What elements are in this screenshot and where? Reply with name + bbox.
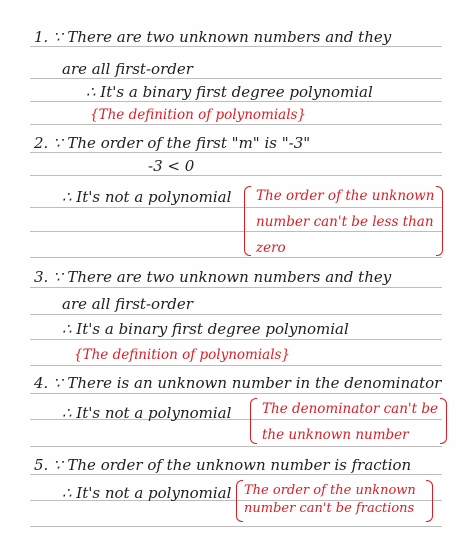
ruled-line [30,257,442,258]
ruled-line [30,446,442,447]
ruled-line [30,231,442,232]
ruled-line [30,526,442,527]
item-5-reason-1: The order of the unknown [244,483,416,498]
ruled-line [30,393,442,394]
ruled-line [30,314,442,315]
item-3-premise-cont: are all first-order [62,295,193,313]
left-brace [244,186,251,256]
left-brace [236,480,243,522]
item-3-conclusion: ∴ It's a binary first degree polynomial [62,320,349,338]
ruled-line [30,175,442,176]
item-4-reason-1: The denominator can't be [262,401,438,417]
item-1-premise-cont: are all first-order [62,60,193,78]
right-brace [436,186,443,256]
ruled-line [30,339,442,340]
item-2-reason-1: The order of the unknown [256,188,435,204]
item-4-premise: 4. ∵ There is an unknown number in the denominator [34,374,442,392]
item-2-premise: 2. ∵ The order of the first "m" is "-3" [34,134,311,152]
right-brace [440,398,447,444]
item-5-reason-2: number can't be fractions [244,501,415,516]
item-3-note: {The definition of polynomials} [74,347,291,363]
item-4-reason-2: the unknown number [262,427,409,443]
item-2-reason-3: zero [256,240,286,256]
item-5-premise: 5. ∵ The order of the unknown number is fraction [34,456,412,474]
item-5-conclusion: ∴ It's not a polynomial [62,484,232,502]
left-brace [250,398,257,444]
item-3-premise: 3. ∵ There are two unknown numbers and they [34,268,392,286]
right-brace [426,480,433,522]
ruled-line [30,101,442,102]
ruled-line [30,78,442,79]
ruled-line [30,365,442,366]
ruled-line [30,287,442,288]
item-1-premise: 1. ∵ There are two unknown numbers and they [34,28,392,46]
ruled-line [30,474,442,475]
item-2-inequality: -3 < 0 [148,157,195,175]
item-2-conclusion: ∴ It's not a polynomial [62,188,232,206]
ruled-line [30,207,442,208]
item-1-note: {The definition of polynomials} [90,107,307,123]
ruled-line [30,46,442,47]
item-2-reason-2: number can't be less than [256,214,434,230]
ruled-line [30,152,442,153]
ruled-line [30,124,442,125]
item-4-conclusion: ∴ It's not a polynomial [62,404,232,422]
item-1-conclusion: ∴ It's a binary first degree polynomial [86,83,373,101]
